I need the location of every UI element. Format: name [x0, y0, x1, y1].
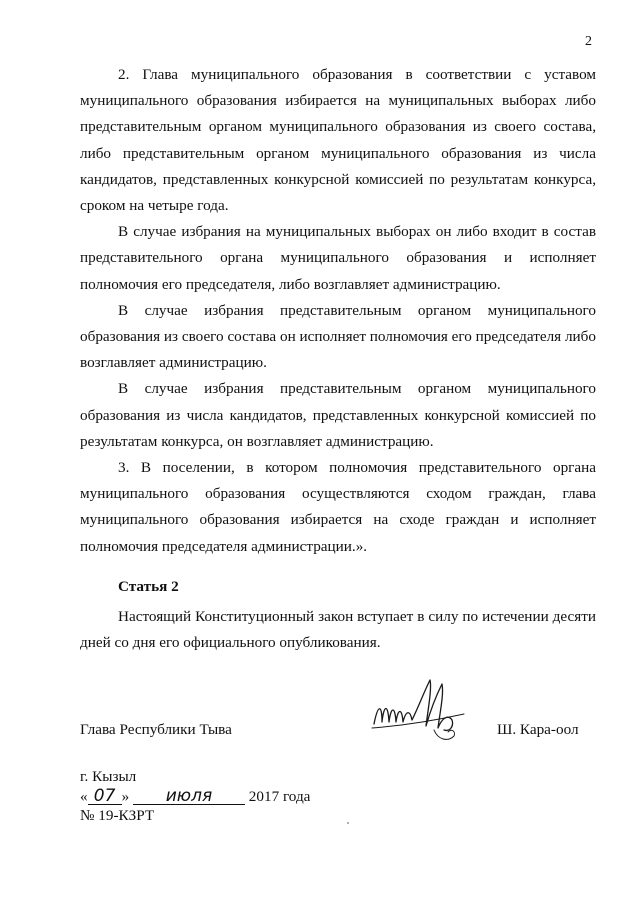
document-number: № 19-КЗРТ — [80, 807, 155, 824]
handwritten-signature — [368, 670, 478, 750]
paragraph: В случае избрания представительным органом муниципального образования из числа кандидатов, представленных конкурсной комиссией по результатам конкурса, он возглавляет администрацию. — [80, 380, 596, 450]
date-year: 2017 года — [248, 788, 311, 805]
date-open-quote: « — [80, 788, 88, 805]
article-title: Статья 2 — [118, 578, 179, 595]
date-close-quote: » — [121, 788, 130, 805]
article-body — [80, 604, 596, 656]
signatory-position: Глава Республики Тыва — [80, 721, 232, 738]
signatory-name: Ш. Кара-оол — [497, 721, 579, 738]
paragraph: 2. Глава муниципального образования в соответствии с уставом муниципального образования избирается на муниципальных выборах либо представительным органом муниципального образования из своего состава, либо представительным органом муниципального образования из числа кандидатов, представленных конкурсной комиссией по результатам конкурса, сроком на четыре года. — [80, 66, 596, 215]
paragraph: В случае избрания на муниципальных выборах он либо входит в состав представительного органа муниципального образования и исполняет полномочия его председателя, либо возглавляет администрацию. — [80, 223, 596, 293]
law-text — [80, 62, 596, 560]
date-day-handwritten: 07 — [88, 788, 122, 805]
signing-date — [80, 788, 310, 806]
paragraph: Настоящий Конституционный закон вступает в силу по истечении десяти дней со дня его официального опубликования. — [80, 608, 596, 652]
city: г. Кызыл — [80, 768, 137, 785]
paragraph: В случае избрания представительным органом муниципального образования из своего состава он исполняет полномочия его председателя либо возглавляет администрацию. — [80, 301, 596, 372]
scan-speck — [347, 822, 349, 824]
paragraph: 3. В поселении, в котором полномочия представительного органа муниципального образования осуществляются сходом граждан, глава муниципального образования избирается на сходе граждан и исполняет полномочия председателя администрации.». — [80, 459, 596, 555]
page-number: 2 — [585, 34, 592, 49]
date-month-handwritten: июля — [133, 788, 245, 805]
